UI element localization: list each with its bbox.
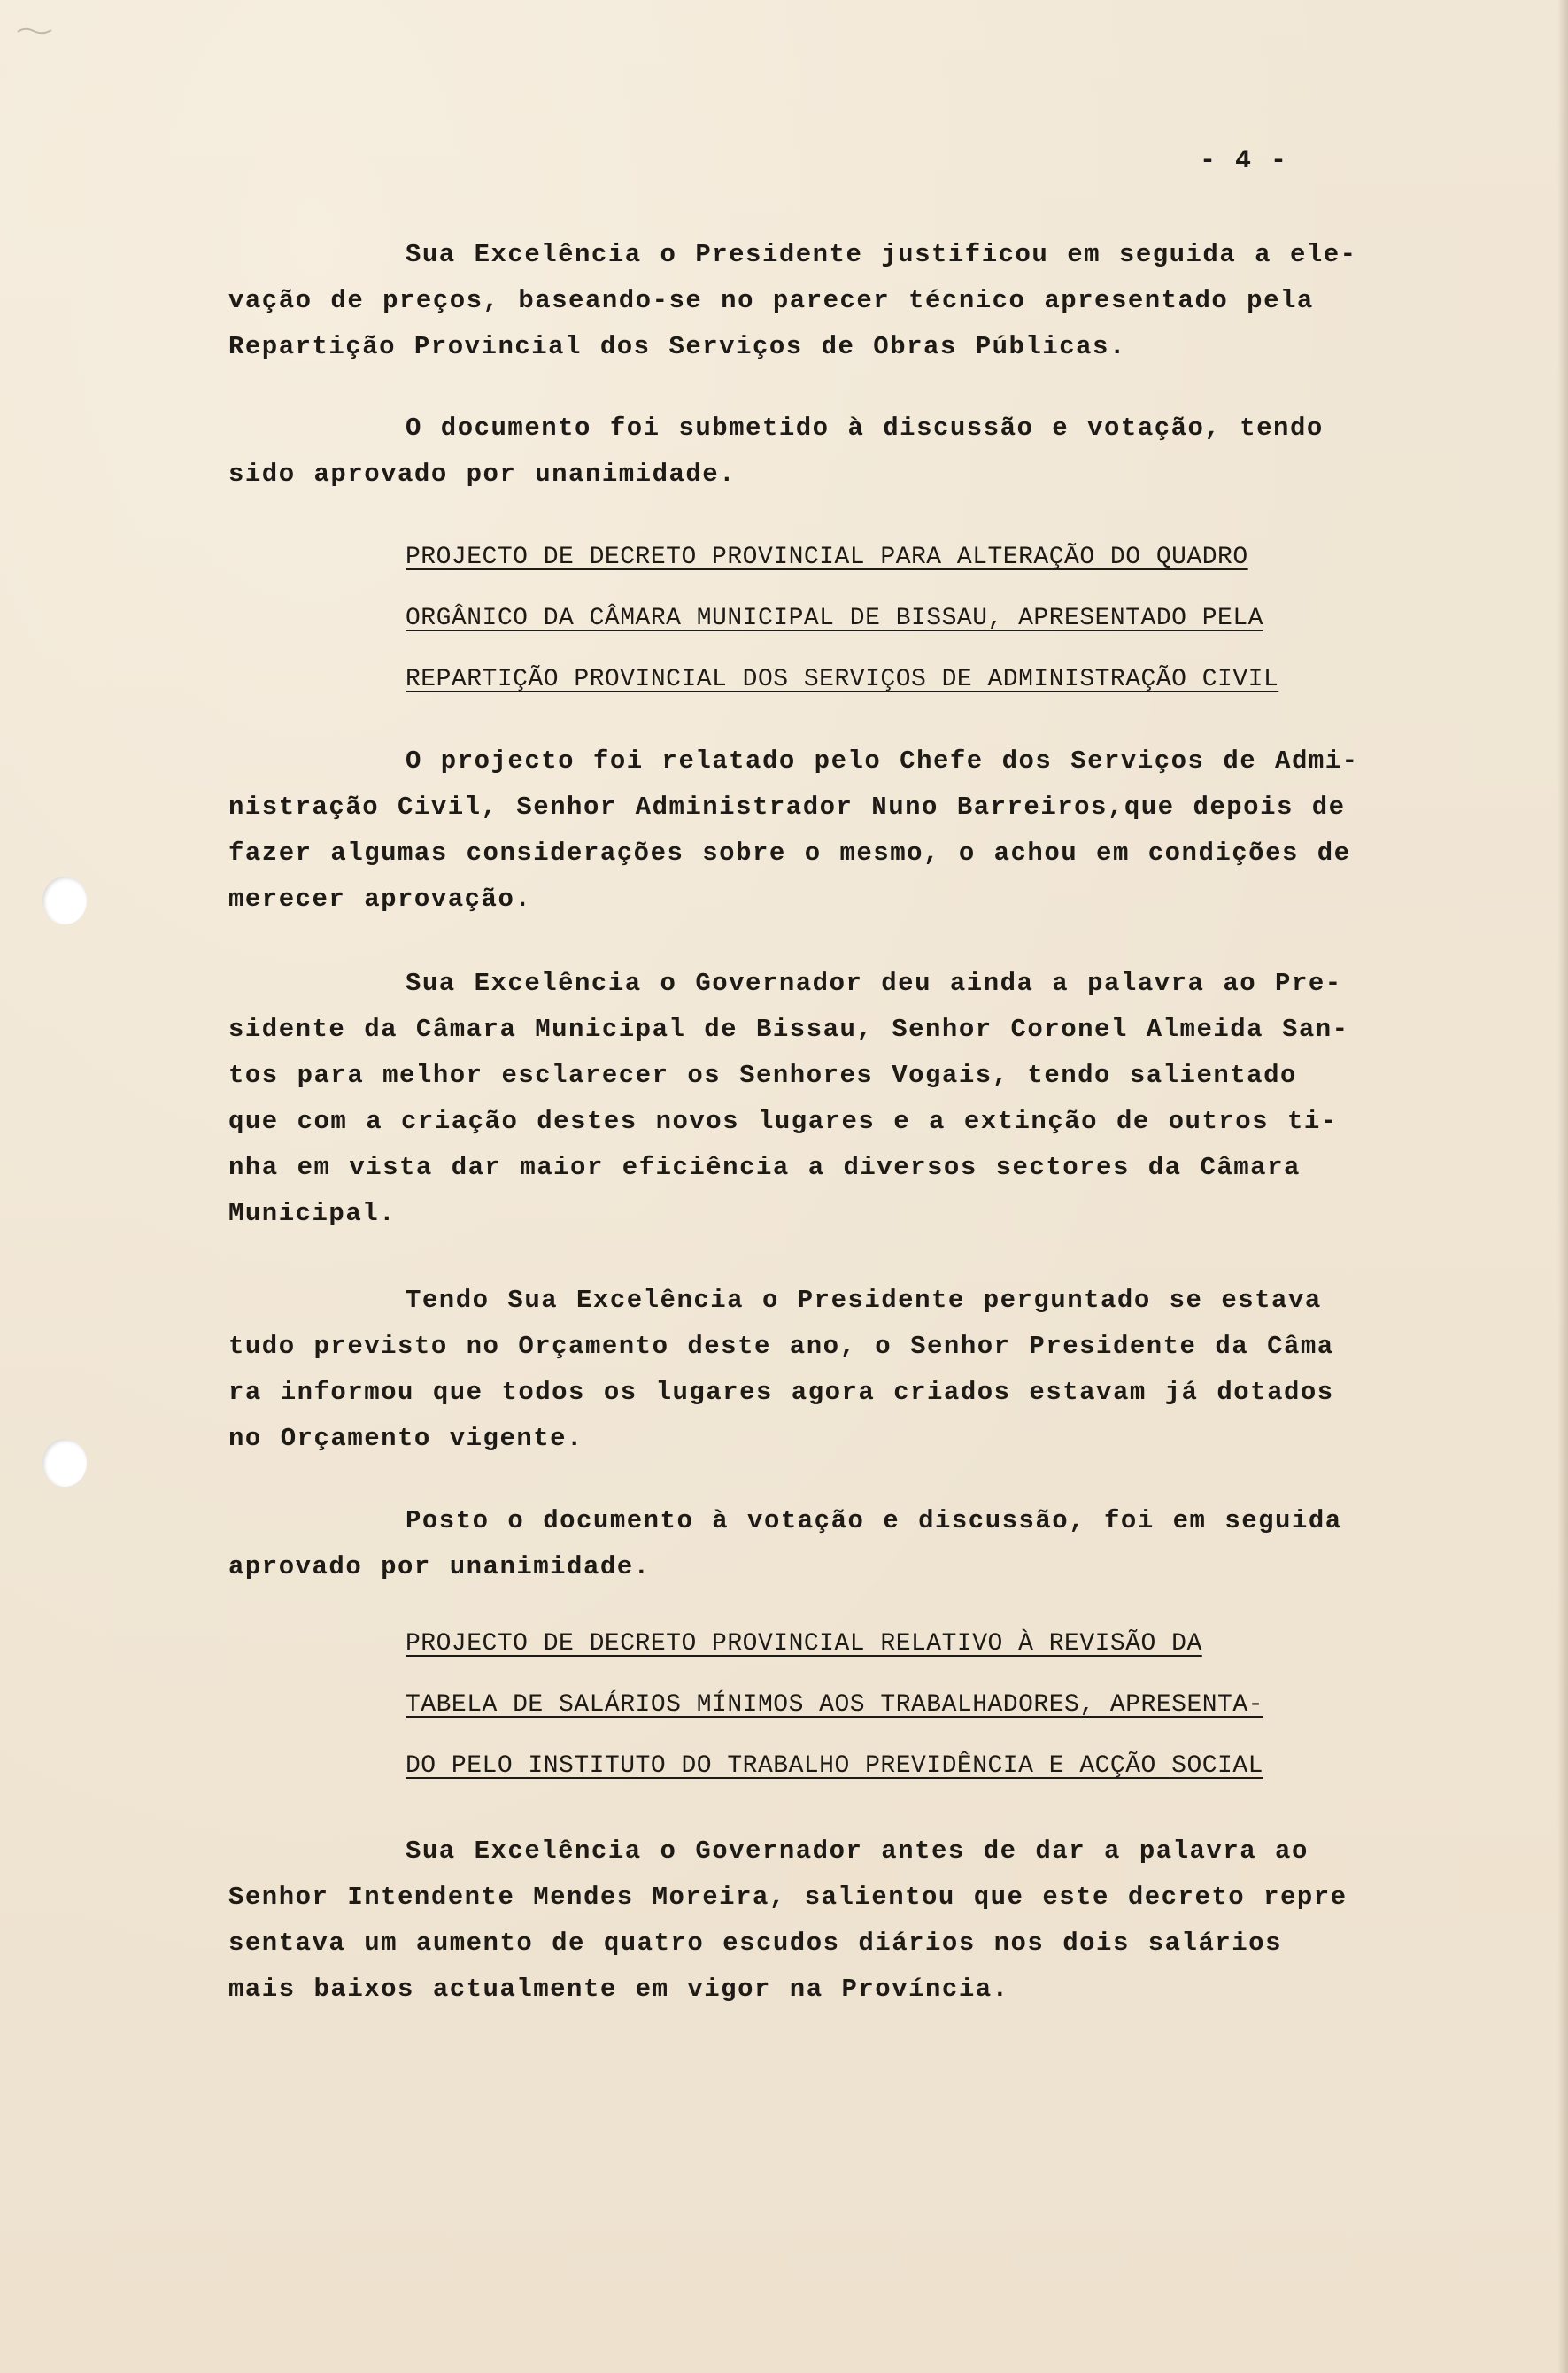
- text-line: mais baixos actualmente em vigor na Província.: [228, 1975, 1009, 2004]
- text-line: ra informou que todos os lugares agora criados estavam já dotados: [228, 1378, 1334, 1407]
- text-line: Sua Excelência o Presidente justificou em seguida a ele-: [406, 240, 1357, 269]
- paragraph-2: [228, 406, 1388, 498]
- text-line: sido aprovado por unanimidade.: [228, 460, 737, 489]
- text-line: sidente da Câmara Municipal de Bissau, Senhor Coronel Almeida San-: [228, 1015, 1349, 1044]
- punch-hole-upper: [42, 877, 87, 924]
- heading-line: TABELA DE SALÁRIOS MÍNIMOS AOS TRABALHADORES, APRESENTA-: [406, 1691, 1263, 1719]
- text-line: no Orçamento vigente.: [228, 1424, 583, 1453]
- text-line: que com a criação destes novos lugares e a extinção de outros ti-: [228, 1107, 1338, 1136]
- section-heading-salarios-minimos: [406, 1613, 1397, 1797]
- text-line: Tendo Sua Excelência o Presidente perguntado se estava: [406, 1286, 1322, 1315]
- text-line: Posto o documento à votação e discussão, foi em seguida: [406, 1506, 1342, 1535]
- paragraph-7: [228, 1828, 1388, 2013]
- heading-line: PROJECTO DE DECRETO PROVINCIAL PARA ALTERAÇÃO DO QUADRO: [406, 544, 1248, 571]
- punch-hole-lower: [42, 1439, 87, 1487]
- text-line: vação de preços, baseando-se no parecer técnico apresentado pela: [228, 286, 1314, 315]
- page-edge-shadow: [1557, 0, 1568, 2373]
- heading-line: ORGÂNICO DA CÂMARA MUNICIPAL DE BISSAU, APRESENTADO PELA: [406, 605, 1263, 632]
- page-number: - 4 -: [1200, 146, 1289, 176]
- corner-smudge: [16, 25, 87, 37]
- heading-line: PROJECTO DE DECRETO PROVINCIAL RELATIVO À REVISÃO DA: [406, 1630, 1202, 1658]
- heading-line: REPARTIÇÃO PROVINCIAL DOS SERVIÇOS DE ADMINISTRAÇÃO CIVIL: [406, 666, 1279, 693]
- paragraph-5: [228, 1278, 1388, 1462]
- text-line: O documento foi submetido à discussão e votação, tendo: [406, 414, 1324, 443]
- text-line: Municipal.: [228, 1199, 397, 1228]
- paragraph-4: [228, 961, 1388, 1237]
- heading-line: DO PELO INSTITUTO DO TRABALHO PREVIDÊNCIA E ACÇÃO SOCIAL: [406, 1752, 1263, 1780]
- text-line: nha em vista dar maior eficiência a diversos sectores da Câmara: [228, 1153, 1301, 1182]
- text-line: nistração Civil, Senhor Administrador Nuno Barreiros,que depois de: [228, 792, 1346, 822]
- paragraph-6: [228, 1498, 1388, 1590]
- text-line: tudo previsto no Orçamento deste ano, o Senhor Presidente da Câma: [228, 1332, 1334, 1361]
- text-line: Sua Excelência o Governador deu ainda a palavra ao Pre-: [406, 969, 1342, 998]
- text-line: O projecto foi relatado pelo Chefe dos Serviços de Admi-: [406, 746, 1359, 776]
- text-line: Sua Excelência o Governador antes de dar a palavra ao: [406, 1836, 1309, 1866]
- text-line: Repartição Provincial dos Serviços de Obras Públicas.: [228, 332, 1126, 361]
- text-line: sentava um aumento de quatro escudos diários nos dois salários: [228, 1929, 1282, 1958]
- text-line: aprovado por unanimidade.: [228, 1552, 651, 1581]
- section-heading-quadro-organico: [406, 527, 1397, 710]
- paragraph-3: [228, 738, 1388, 923]
- paragraph-1: [228, 232, 1388, 370]
- text-line: tos para melhor esclarecer os Senhores Vogais, tendo salientado: [228, 1061, 1297, 1090]
- text-line: merecer aprovação.: [228, 885, 532, 914]
- text-line: fazer algumas considerações sobre o mesmo, o achou em condições de: [228, 839, 1351, 868]
- text-line: Senhor Intendente Mendes Moreira, salientou que este decreto repre: [228, 1882, 1348, 1912]
